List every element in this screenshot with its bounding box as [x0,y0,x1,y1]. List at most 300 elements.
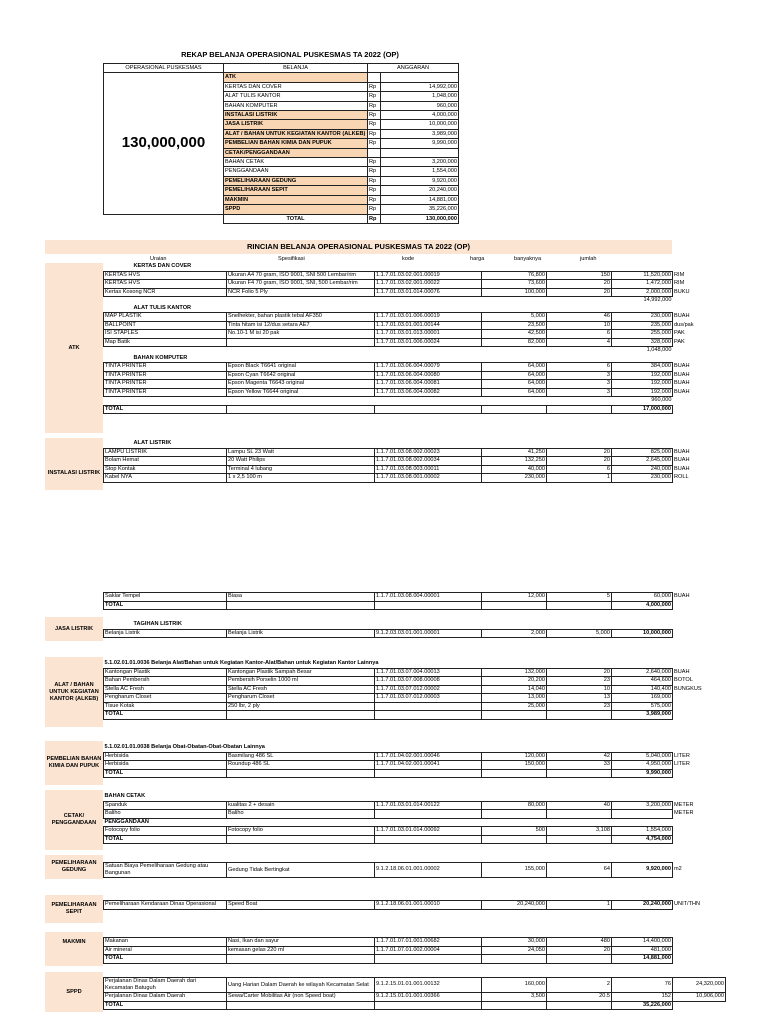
summary-belanja-cell: PENGGANDAAN [224,167,368,176]
item-banyaknya: 20 [547,288,612,297]
item-row [104,694,704,703]
item-spesifikasi: Ukuran A4 70 gram, ISO 9001, SNI 500 Lembar/rim [227,271,375,280]
item-kode: 1.1.7.01.03.07.008.00008 [375,677,482,686]
summary-title: REKAP BELANJA OPERASIONAL PUSKESMAS TA 2022 (OP) [181,50,399,59]
item-banyaknya: 6 [547,330,612,339]
item-spesifikasi: Speed Boat [227,901,375,910]
item-jumlah: 1,554,000 [612,827,673,836]
item-jumlah: 2,645,000 [612,457,673,466]
total-value: 3,989,000 [612,711,673,720]
item-row [104,827,696,836]
total-value: 4,000,000 [612,601,673,610]
item-harga: 73,600 [482,280,547,289]
makmin-grid [103,937,676,964]
item-uraian: Map Batik [104,338,227,347]
item-harga: 155,000 [482,863,547,878]
item-banyaknya: 5,000 [547,629,612,638]
item-banyaknya: 23 [547,702,612,711]
item-harga: 14,040 [482,685,547,694]
item-jumlah: 240,000 [612,465,673,474]
item-banyaknya: 64 [547,863,612,878]
item-extra-total: 24,320,000 [673,978,726,993]
summary-amount-cell: 3,200,000 [381,158,459,167]
item-jumlah: 10,000,000 [612,629,673,638]
item-jumlah: 20,240,000 [612,901,673,910]
item-jumlah: 255,000 [612,330,673,339]
item-jumlah: 464,600 [612,677,673,686]
kimia-grid [103,744,692,778]
item-row [104,271,696,280]
item-harga: 64,000 [482,363,547,372]
summary-belanja-cell: JASA LISTRIK [224,120,368,129]
item-row [104,801,696,810]
total-label: TOTAL [104,955,227,964]
item-kode: 1.1.7.01.03.06.004.00082 [375,388,482,397]
item-spesifikasi: Terminal 4 lubang [227,465,375,474]
item-jumlah: 825,000 [612,448,673,457]
section-atk: ATK [68,344,80,351]
section-kimia: PEMBELIAN BAHAN KIMIA DAN PUPUK [46,756,102,769]
item-kode: 1.1.7.01.07.01.002.00004 [375,946,482,955]
total-row [104,769,692,778]
item-harga: 40,000 [482,465,547,474]
total-value: 4,754,000 [612,835,673,844]
item-harga: 132,250 [482,457,547,466]
item-harga: 64,000 [482,380,547,389]
col-spesifikasi: Spesifikasi [278,256,305,262]
item-unit [673,694,704,703]
item-jumlah: 169,000 [612,694,673,703]
summary-belanja-cell: ALAT TULIS KANTOR [224,92,368,101]
summary-amount-cell: 10,000,000 [381,120,459,129]
subtotal-row [104,397,696,405]
item-unit: RIM [674,271,685,278]
item-kode: 1.1.7.01.03.08.002.00034 [375,457,482,466]
item-row [104,313,696,322]
subheading: PENGGANDAAN [104,818,149,825]
total-label: TOTAL [104,1001,227,1010]
item-row [104,388,696,397]
item-kode: 1.1.7.01.03.08.001.00002 [375,474,482,483]
subheading-row [104,440,692,448]
subheading: 5.1.02.01.01.0038 Belanja Obat-Obatan-Obat-Obatan Lainnya [104,744,265,750]
item-uraian: TINTA PRINTER [104,371,227,380]
item-kode [375,702,482,711]
item-spesifikasi: Fotocopy folio [227,827,375,836]
subheading-row [104,818,696,827]
item-uraian: Saklar Tempel [104,593,227,602]
summary-total-row [104,214,459,223]
item-banyaknya: 40 [547,801,612,810]
item-uraian: Satuan Biaya Pemeliharaan Gedung atau Bangunan [104,863,227,878]
item-banyaknya: 10 [547,321,612,330]
item-banyaknya: 3 [547,388,612,397]
total-label: TOTAL [104,711,227,720]
cetak-grid [103,793,696,844]
item-row [104,280,696,289]
item-row [104,702,704,711]
item-uraian: Fotocopy folio [104,827,227,836]
item-jumlah: 11,520,000 [612,271,673,280]
item-row [104,863,683,878]
item-banyaknya: 3 [547,371,612,380]
item-unit: LITER [674,761,690,767]
item-harga: 12,000 [482,593,547,602]
total-row [104,601,692,610]
item-spesifikasi: Basmilang 486 SL [227,752,375,761]
item-row [104,380,696,389]
item-unit: BUAH [674,593,690,599]
summary-belanja-cell: CETAK/PENGGANDAAN [224,148,368,157]
item-banyaknya: 20 [547,280,612,289]
item-harga: 120,000 [482,752,547,761]
item-uraian: Stella AC Fresh [104,685,227,694]
item-jumlah: 14,400,000 [612,938,673,947]
item-spesifikasi: No.10-1 M isi 20 pak [227,330,375,339]
item-unit: BUKU [674,288,690,295]
item-spesifikasi: Pengharum Closet [227,694,375,703]
item-uraian: ISI STAPLES [104,330,227,339]
item-unit: METER [674,810,694,816]
subheading: BAHAN KOMPUTER [133,354,188,361]
item-harga: 20,200 [482,677,547,686]
item-row [104,978,726,993]
item-banyaknya: 20.5 [547,993,612,1002]
item-uraian: Perjalanan Dinas Dalam Daerah [104,993,227,1002]
item-banyaknya: 4 [547,338,612,347]
item-uraian: Herbisida [104,752,227,761]
item-spesifikasi: Kantongan Plastik Sampah Besar [227,668,375,677]
item-jumlah: 235,000 [612,321,673,330]
total-value: 14,881,000 [612,955,673,964]
item-jumlah: 192,000 [612,371,673,380]
item-kode: 9.1.2.18.06.01.001.00010 [375,901,482,910]
item-spesifikasi: Stella AC Fresh [227,685,375,694]
item-spesifikasi: Epson Cyan T6642 original [227,371,375,380]
col-uraian: Uraian [150,256,167,262]
item-row [104,761,692,770]
sppd-grid [103,977,726,1010]
item-spesifikasi: Gedung Tidak Bertingkat [227,863,375,878]
item-row [104,338,696,347]
item-unit: UNIT/THN [674,901,701,907]
item-harga: 30,000 [482,938,547,947]
item-unit [673,946,676,955]
item-row [104,901,702,910]
item-jumlah: 2,640,000 [612,668,673,677]
item-uraian: Kabel NYA [104,474,227,483]
item-unit: BUAH [674,388,690,395]
item-row [104,465,692,474]
item-harga: 20,240,000 [482,901,547,910]
summary-header-anggaran: ANGGARAN [368,64,459,73]
item-unit: BUAH [674,363,690,369]
item-kode: 1.1.7.01.03.06.004.00080 [375,371,482,380]
item-row [104,474,692,483]
subheading: KERTAS DAN COVER [133,263,192,269]
item-harga: 25,000 [482,702,547,711]
item-uraian: TINTA PRINTER [104,388,227,397]
section-sppd: SPPD [66,988,82,995]
item-uraian: TINTA PRINTER [104,380,227,389]
item-spesifikasi: Pembersih Porselin 1000 ml [227,677,375,686]
total-label: TOTAL [104,405,227,414]
summary-belanja-cell: ATK [224,73,368,82]
item-harga: 76,800 [482,271,547,280]
item-jumlah: 140,400 [612,685,673,694]
section-gedung: PEMELIHARAAN GEDUNG [51,860,97,873]
summary-amount-cell: 20,240,000 [381,186,459,195]
total-value: 35,226,000 [612,1001,673,1010]
summary-amount-cell [381,148,459,157]
summary-currency-cell: Rp [368,195,381,204]
item-kode [375,810,482,819]
item-jumlah: 230,000 [612,474,673,483]
summary-total-amount: 130,000,000 [104,73,224,214]
item-jumlah: 328,000 [612,338,673,347]
item-jumlah: 481,000 [612,946,673,955]
item-spesifikasi: Biasa [227,593,375,602]
subheading-row [104,660,704,668]
item-jumlah: 230,000 [612,313,673,322]
item-harga: 42,500 [482,330,547,339]
summary-currency-cell: Rp [368,82,381,91]
item-row [104,363,696,372]
item-spesifikasi: Belanja Listrik [227,629,375,638]
item-unit [673,629,676,638]
item-row [104,938,676,947]
item-banyaknya: 5 [547,593,612,602]
item-kode: 1.1.7.01.03.01.013.00001 [375,330,482,339]
summary-currency-cell: Rp [368,120,381,129]
section-cetak: CETAK/ PENGGANDAAN [51,813,97,826]
summary-belanja-cell: MAKMIN [224,195,368,204]
summary-amount-cell [381,73,459,82]
item-uraian: Baliho [104,810,227,819]
summary-amount-cell: 960,000 [381,101,459,110]
summary-total-label: TOTAL [224,214,368,223]
item-unit: BUAH [674,380,690,386]
summary-header-belanja: BELANJA [224,64,368,73]
total-row [104,1001,726,1010]
item-row [104,457,692,466]
summary-currency-cell: Rp [368,176,381,185]
item-spesifikasi: NCR Folio 5 Ply [227,288,375,297]
summary-amount-cell: 9,990,000 [381,139,459,148]
item-uraian: Pengharum Closet [104,694,227,703]
item-uraian: Bolam Hemat [104,457,227,466]
summary-currency-cell [368,73,381,82]
item-spesifikasi: Sewa/Carter Mobilitas Air (non Speed boat) [227,993,375,1002]
item-jumlah: 4,950,000 [612,761,673,770]
summary-currency-cell: Rp [368,101,381,110]
item-harga: 64,000 [482,371,547,380]
item-row [104,330,696,339]
item-spesifikasi: Roundup 486 SL [227,761,375,770]
col-kode: kode [402,256,415,262]
item-kode: 1.1.7.01.04.02.001.00041 [375,761,482,770]
item-jumlah: 3,200,000 [612,801,673,810]
item-spesifikasi: Baliho [227,810,375,819]
item-spesifikasi: Ukuran F4 70 gram, ISO 9001, SNI, 500 Lembar/rim [227,280,375,289]
item-spesifikasi: kemasan gelas 220 ml [227,946,375,955]
item-jumlah: 192,000 [612,388,673,397]
summary-table [103,63,459,224]
item-unit [673,702,704,711]
item-kode: 9.1.2.18.06.01.001.00002 [375,863,482,878]
summary-belanja-cell: SPPD [224,205,368,214]
summary-belanja-cell: KERTAS DAN COVER [224,82,368,91]
item-banyaknya: 20 [547,448,612,457]
item-spesifikasi: Nasi, Ikan dan sayur [227,938,375,947]
item-kode: 1.1.7.01.03.01.006.00024 [375,338,482,347]
item-unit: PAK [674,338,685,345]
subheading: ALAT TULIS KANTOR [133,304,192,311]
item-kode: 1.1.7.01.03.08.003.00011 [375,465,482,474]
item-harga: 160,000 [482,978,547,993]
item-jumlah: 5,040,000 [612,752,673,761]
item-uraian: Stop Kontak [104,465,227,474]
item-kode: 1.1.7.01.03.01.014.00122 [375,801,482,810]
item-unit: BUNGKUS [674,685,702,692]
item-row [104,593,692,602]
item-kode: 1.1.7.01.03.08.004.00001 [375,593,482,602]
item-jumlah [612,810,673,819]
item-banyaknya: 1 [547,901,612,910]
item-harga: 100,000 [482,288,547,297]
item-banyaknya: 20 [547,668,612,677]
item-kode: 1.1.7.01.03.08.002.00023 [375,448,482,457]
total-row [104,711,704,720]
summary-amount-cell: 1,554,000 [381,167,459,176]
item-banyaknya: 2 [547,978,612,993]
item-harga: 132,000 [482,668,547,677]
item-uraian: Herbisida [104,761,227,770]
col-jumlah: jumlah [580,256,597,262]
subheading-row [104,744,692,752]
item-uraian: Kertas Kosong NCR [104,288,227,297]
summary-belanja-cell: PEMBELIAN BAHAN KIMIA DAN PUPUK [224,139,368,148]
item-kode: 9.1.2.15.01.01.001.00366 [375,993,482,1002]
item-banyaknya: 46 [547,313,612,322]
summary-currency-cell [368,148,381,157]
summary-row [104,73,459,82]
item-harga: 23,500 [482,321,547,330]
item-kode: 1.1.7.01.03.02.001.00019 [375,271,482,280]
summary-currency-cell: Rp [368,111,381,120]
subheading: 5.1.02.01.01.0036 Belanja Alat/Bahan untuk Kegiatan Kantor-Alat/Bahan untuk Kegiatan Kantor Lainnya [104,660,379,666]
item-row [104,448,692,457]
item-unit: dus/pak [674,321,694,328]
summary-belanja-cell: PEMELIHARAAN SEPIT [224,186,368,195]
item-spesifikasi: 1 x 2,5 100 m [227,474,375,483]
item-unit: m2 [674,866,682,873]
summary-belanja-cell: INSTALASI LISTRIK [224,111,368,120]
summary-belanja-cell: BAHAN KOMPUTER [224,101,368,110]
total-row [104,955,676,964]
item-jumlah: 2,000,000 [612,288,673,297]
item-uraian: Belanja Listrik [104,629,227,638]
item-row [104,321,696,330]
item-jumlah: 9,920,000 [612,863,673,878]
item-banyaknya: 3 [547,380,612,389]
item-unit: RIM [674,280,685,286]
item-banyaknya: 13 [547,694,612,703]
item-spesifikasi: 250 lbr, 2 ply [227,702,375,711]
section-instalasi-listrik: INSTALASI LISTRIK [47,469,101,476]
summary-amount-cell: 14,992,000 [381,82,459,91]
item-kode: 9.1.2.15.01.01.001.00132 [375,978,482,993]
item-jumlah: 575,000 [612,702,673,711]
subtotal-value: 1,048,000 [646,347,672,353]
col-banyaknya: banyaknya [514,256,542,262]
item-banyaknya [547,810,612,819]
item-uraian: TINTA PRINTER [104,363,227,372]
item-uraian: KERTAS HVS [104,271,227,280]
item-kode: 1.1.7.01.03.01.014.00092 [375,827,482,836]
summary-amount-cell: 35,226,000 [381,205,459,214]
item-spesifikasi: kualitas 2 + desain [227,801,375,810]
total-row [104,405,696,414]
item-kode: 1.1.7.01.03.06.004.00081 [375,380,482,389]
summary-amount-cell: 3,989,000 [381,129,459,138]
item-spesifikasi: Lampu SL 23 Watt [227,448,375,457]
item-harga: 150,000 [482,761,547,770]
item-jumlah: 1,472,000 [612,280,673,289]
subheading-row [104,793,696,801]
listrik-grid [103,440,692,483]
atk-grid [103,263,696,414]
section-sepit: PEMELIHARAAN SEPIT [51,902,97,915]
item-kode: 1.1.7.01.03.06.004.00079 [375,363,482,372]
item-banyaknya: 3,108 [547,827,612,836]
listrik-grid-cont [103,592,692,610]
item-harga: 3,500 [482,993,547,1002]
item-banyaknya: 150 [547,271,612,280]
item-row [104,685,704,694]
item-harga: 500 [482,827,547,836]
item-harga: 64,000 [482,388,547,397]
item-jumlah: 192,000 [612,380,673,389]
total-value: 17,000,000 [612,405,673,414]
item-kode: 1.1.7.01.03.01.001.00144 [375,321,482,330]
summary-currency-cell: Rp [368,186,381,195]
summary-amount-cell: 1,048,000 [381,92,459,101]
gedung-grid [103,862,683,878]
item-unit: BOTOL [674,677,693,683]
item-row [104,371,696,380]
item-banyaknya: 20 [547,946,612,955]
item-jumlah: 60,000 [612,593,673,602]
item-harga [482,810,547,819]
summary-currency-cell: Rp [368,205,381,214]
item-uraian: MAP PLASTIK [104,313,227,322]
section-jasa-listrik: JASA LISTRIK [54,625,94,632]
item-harga: 13,000 [482,694,547,703]
item-spesifikasi: Epson Yellow T6644 original [227,388,375,397]
item-banyaknya: 33 [547,761,612,770]
section-alkeb: ALAT / BAHAN UNTUK KEGIATAN KANTOR (ALKEB) [49,681,99,702]
detail-title: RINCIAN BELANJA OPERASIONAL PUSKESMAS TA 2022 (OP) [247,242,470,251]
item-uraian: Pemeliharaan Kendaraan Dinas Operasional [104,901,227,910]
summary-currency-cell: Rp [368,139,381,148]
item-row [104,752,692,761]
item-spesifikasi: Uang Harian Dalam Daerah ke wilayah Kecamatan Selat [227,978,375,993]
item-row [104,946,676,955]
summary-belanja-cell: PEMELIHARAAN GEDUNG [224,176,368,185]
item-unit: BUAH [674,668,690,675]
total-value: 9,990,000 [612,769,673,778]
